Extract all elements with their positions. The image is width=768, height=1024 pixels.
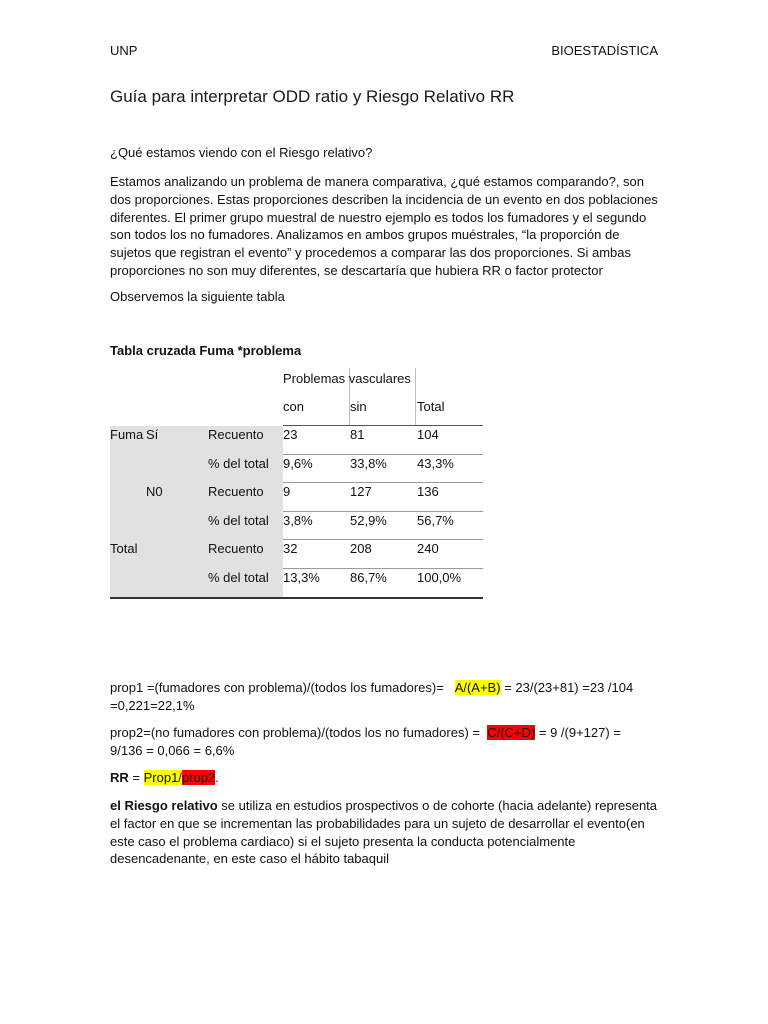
row-group-label: N0	[146, 484, 163, 499]
table-cell: 56,7%	[417, 513, 454, 528]
prop2-result: = 9 /(9+127) =	[538, 725, 621, 740]
conclusion-line: desencadenante, en este caso el hábito tabaquil	[110, 851, 389, 867]
header-right: BIOESTADÍSTICA	[551, 43, 658, 58]
row-variable-label: Fuma	[110, 427, 144, 442]
row-rule	[283, 454, 483, 455]
col-header-total: Total	[417, 399, 445, 414]
conclusion-paragraph	[110, 797, 670, 868]
paragraph-line: son todos los no fumadores. Analizamos en ambos grupos muéstrales, “la proporción de	[110, 227, 620, 243]
header-divider	[415, 368, 416, 425]
conclusion-bold: el Riesgo relativo	[110, 798, 218, 813]
table-cell: 23	[283, 427, 298, 442]
row-rule	[283, 511, 483, 512]
table-cell: 81	[350, 427, 365, 442]
table-cell: 9,6%	[283, 456, 313, 471]
paragraph-line: sujetos que registran el evento” y procedemos a comparar las dos proporciones. Si ambas	[110, 245, 631, 261]
prop2-text: prop2=(no fumadores con problema)/(todos los no fumadores) =	[110, 725, 480, 740]
table-cell: 33,8%	[350, 456, 387, 471]
stat-label: % del total	[208, 570, 269, 585]
table-cell: 43,3%	[417, 456, 454, 471]
table-cell: 104	[417, 427, 439, 442]
crosstab-table	[110, 365, 483, 599]
prop2-formula	[110, 724, 670, 760]
paragraph-line: diferentes. El primer grupo muestral de nuestro ejemplo es todos los fumadores y el segundo	[110, 209, 647, 225]
row-rule	[283, 568, 483, 569]
stat-label: Recuento	[208, 541, 264, 556]
conclusion-line: el factor en que se incrementan las probabilidades para un sujeto de desarrollar el evento(en	[110, 815, 645, 831]
rr-equals: =	[128, 770, 144, 785]
observe-text: Observemos la siguiente tabla	[110, 289, 285, 304]
rr-prop2: prop2	[181, 770, 216, 785]
row-group-label: Sí	[146, 427, 159, 442]
paragraph-line: Estamos analizando un problema de manera comparativa, ¿qué estamos comparando?, son	[110, 174, 645, 189]
rr-period: .	[215, 770, 219, 785]
table-cell: 208	[350, 541, 372, 556]
table-bottom-rule	[110, 597, 483, 599]
stat-label: % del total	[208, 513, 269, 528]
prop2-highlight: C/(C+D)	[487, 725, 536, 740]
table-cell: 136	[417, 484, 439, 499]
table-cell: 100,0%	[417, 570, 462, 585]
prop1-result-line: =0,221=22,1%	[110, 698, 195, 713]
rr-formula	[110, 769, 670, 787]
intro-paragraph	[110, 173, 670, 280]
table-cell: 240	[417, 541, 439, 556]
table-cell: 127	[350, 484, 372, 499]
table-cell: 13,3%	[283, 570, 320, 585]
stat-label: % del total	[208, 456, 269, 471]
table-title: Tabla cruzada Fuma *problema	[110, 343, 302, 358]
table-cell: 3,8%	[283, 513, 313, 528]
prop1-result: = 23/(23+81) =23 /104	[504, 680, 634, 695]
stat-label: Recuento	[208, 484, 264, 499]
prop1-formula	[110, 679, 670, 715]
col-header-sin: sin	[350, 399, 367, 414]
table-cell: 32	[283, 541, 298, 556]
conclusion-line: este caso el problema cardiaco) si el sujeto presenta la conducta potencialmente	[110, 833, 576, 849]
col-header-con: con	[283, 399, 304, 414]
prop1-text: prop1 =(fumadores con problema)/(todos los fumadores)=	[110, 680, 444, 695]
header-left: UNP	[110, 43, 138, 58]
rr-prop1: Prop1/	[143, 770, 182, 785]
prop2-result-line: 9/136 = 0,066 = 6,6%	[110, 743, 235, 758]
paragraph-line: proporciones no son muy diferentes, se descartaría que hubiera RR o factor protector	[110, 262, 603, 278]
table-cell: 86,7%	[350, 570, 387, 585]
stat-label: Recuento	[208, 427, 264, 442]
conclusion-line: se utiliza en estudios prospectivos o de cohorte (hacia adelante) representa	[217, 798, 658, 813]
row-rule	[283, 482, 483, 483]
group-header: Problemas vasculares	[283, 371, 411, 386]
rr-label: RR	[110, 770, 129, 785]
question-heading: ¿Qué estamos viendo con el Riesgo relativo?	[110, 145, 373, 160]
prop1-highlight: A/(A+B)	[454, 680, 501, 695]
paragraph-line: dos proporciones. Estas proporciones describen la incidencia de un evento en dos poblaciones	[110, 191, 658, 207]
table-cell: 52,9%	[350, 513, 387, 528]
page-title: Guía para interpretar ODD ratio y Riesgo Relativo RR	[110, 87, 515, 106]
row-rule	[283, 539, 483, 540]
header-rule	[283, 425, 483, 426]
row-group-label: Total	[110, 541, 138, 556]
table-cell: 9	[283, 484, 291, 499]
